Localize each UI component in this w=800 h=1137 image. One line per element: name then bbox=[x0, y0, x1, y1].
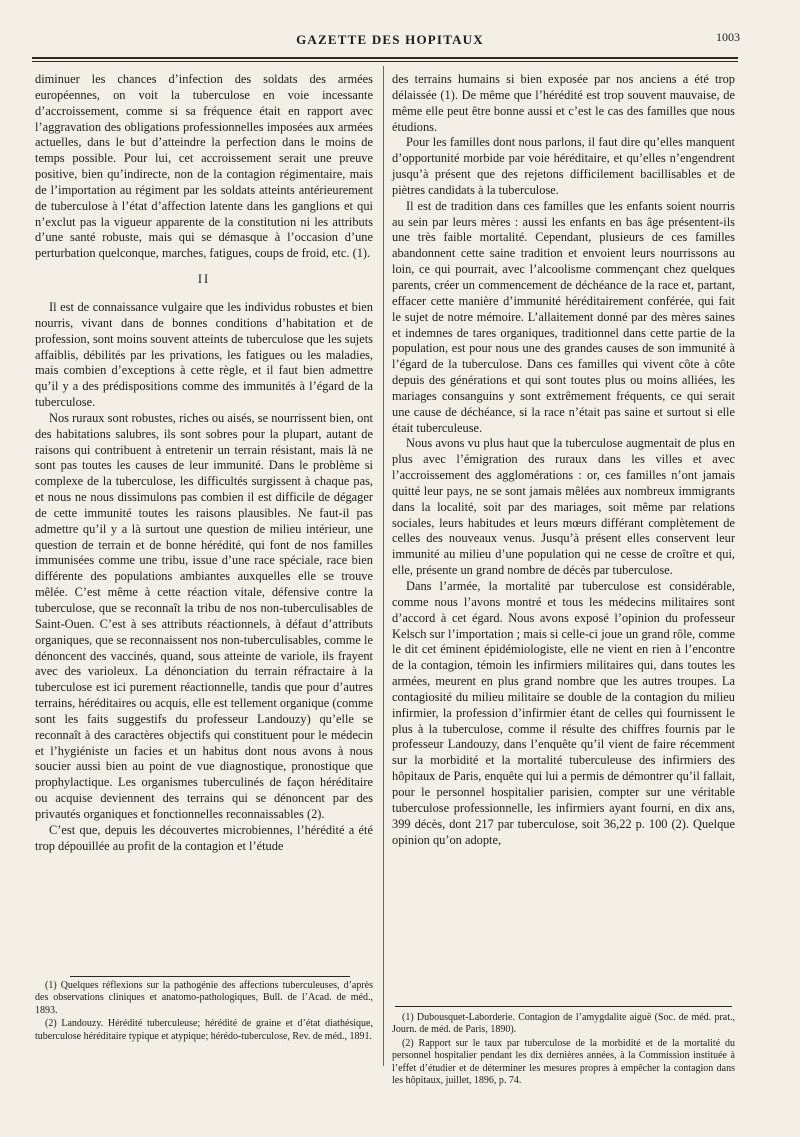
footnotes-left bbox=[35, 980, 373, 1044]
footnotes-right bbox=[392, 1012, 735, 1088]
left-paragraph-4: C’est que, depuis les découvertes microbiennes, l’hérédité a été trop dépouillée au profit de la contagion et l’étude bbox=[35, 822, 373, 853]
footnote-left-2: (2) Landouzy. Hérédité tuberculeuse; hérédité de graine et d’état diathésique, tuberculose héréditaire typique et atypique; hérédo-tuberculose, Rev. de méd., 1891. bbox=[35, 1018, 373, 1042]
journal-title: GAZETTE DES HOPITAUX bbox=[296, 32, 484, 47]
left-paragraph-2: Il est de connaissance vulgaire que les individus robustes et bien nourris, vivant dans de bonnes conditions d’habitation et de profession, sont moins souvent atteints de tuberculose que les sujets affaiblis, débilités par les privations, les fatigues ou les maladies, mais combien d’exceptions à cette règle, et il faut bien admettre qu’il y a des prédispositions comme des immunités à l’égard de la tuberculose. bbox=[35, 299, 373, 410]
header-rule-thin bbox=[32, 61, 738, 62]
column-divider bbox=[383, 66, 384, 1066]
right-paragraph-3: Il est de tradition dans ces familles que les enfants soient nourris au sein par leurs mères : aussi les enfants en bas âge présentent-ils une très faible mortalité. Cependant, plusieurs de ces familles abandonnent cette saine tradition et envoient leurs nourrissons au loin, ce qui pourrait, avec l’alcoolisme commençant chez quelques parents, créer un commencement de déchéance de la race et, partant, effacer cette manière d’immunité héréditairement conférée, qui fait le sujet de notre mémoire. L’allaitement donné par des mères saines et indemnes de tares organiques, traditionnel dans cette partie de la population, est pour nous une des grandes causes de son immunité à l’égard de la tuberculose. Dans ces familles qui vivent côte à côte depuis des générations et qui sont toutes plus ou moins alliées, les mariages consanguins y sont extrêmement fréquents, ce qui serait une cause de déchéance, si la race n’était pas saine et surtout si elle était tuberculeuse. bbox=[392, 198, 735, 435]
footnote-right-1: (1) Dubousquet-Laborderie. Contagion de l’amygdalite aiguë (Soc. de méd. prat., Journ. de méd. de Paris, 1890). bbox=[392, 1012, 735, 1036]
right-paragraph-2: Pour les familles dont nous parlons, il faut dire qu’elles manquent d’opportunité morbide par voie héréditaire, et qu’elles n’engendrent jusqu’à présent que des rejetons difficilement bacillisables et de piètres candidats à la tuberculose. bbox=[392, 135, 735, 197]
running-header bbox=[40, 32, 740, 54]
right-paragraph-4: Nous avons vu plus haut que la tuberculose augmentait de plus en plus avec l’émigration des ruraux dans les villes et avec l’accroissement des agglomérations : or, ces familles n’ont jamais quitté leur pays, ne se sont jamais mêlées aux nombreux immigrants dans la localité, soit par des mariages, soit même par relations sociales, leurs habitudes et leurs mœurs différant complètement de celles des nouveaux venus. Jusqu’à présent elles conservent leur immunité au milieu d’une population qui ne cesse de croître et qui, elle, présente un grand nombre de décès par tuberculose. bbox=[392, 436, 735, 578]
left-paragraph-3: Nos ruraux sont robustes, riches ou aisés, se nourrissent bien, ont des habitations salubres, ils sont sobres pour la plupart, autant de raisons qui contribuent à entretenir un terrain résistant, mais là ne sont pas toutes les causes de leur immunité. Dans le problème si complexe de la tuberculose, les difficultés surgissent à chaque pas, et nous ne nous dissimulons pas combien il est difficile de dégager de cette immunité toutes les raisons plausibles. Ne faut-il pas admettre qu’il y a là surtout une question de milieu intérieur, une question de terrain et de bonne hérédité, qui font de nos familles immunisées comme une tribu, issue d’une race spéciale, race bien différente des populations ambiantes auxquelles elle se trouve mêlée. C’est même à cette réaction vitale, défensive contre la tuberculose, que se reconnaît la tribu de nos non-tuberculisables de Saint-Ouen. C’est à ses attributs réactionnels, à défaut d’attributs organiques, que se reconnaissent nos non-tuberculisables, comme le dénoncent des vaccinés, quand, sous atteinte de variole, ils frayent avec des varioleux. La dénonciation du terrain réfractaire à la tuberculose est ici purement réactionnelle, tandis que pour d’autres terrains, héréditaires ou acquis, elle est tellement organique (comme sont les faits suggestifs du professeur Landouzy) qu’elle se reconnaît à des caractères objectifs qui constituent pour le médecin et l’hygiéniste un facies et un habitus dont nous avons à nous soucier aussi bien au point de vue diagnostique, pronostique que prophylactique. Les organismes tuberculinés de façon héréditaire ou acquise deviennent des terrains qui se dénoncent par des privautés organiques et fonctionnelles reconnaissables (2). bbox=[35, 410, 373, 821]
right-column bbox=[392, 72, 735, 848]
footnote-rule-right bbox=[395, 1006, 732, 1007]
footnote-right-2: (2) Rapport sur le taux par tuberculose de la morbidité et de la mortalité du personnel hospitalier pendant les dix dernières années, à la Commission instituée à l’effet d’étudier et de déterminer les mesures propres à empêcher la contagion dans les hôpitaux, juillet, 1896, p. 74. bbox=[392, 1037, 735, 1087]
header-rule-thick bbox=[32, 57, 738, 59]
left-column bbox=[35, 72, 373, 855]
section-heading: II bbox=[197, 272, 211, 287]
page-number: 1003 bbox=[716, 30, 740, 44]
right-paragraph-1: des terrains humains si bien exposée par nos anciens a été trop délaissée (1). De même que l’hérédité est trop souvent mauvaise, de même elle peut être bonne aussi et c’est le cas des familles que nous étudions. bbox=[392, 72, 735, 134]
footnote-left-1: (1) Quelques réflexions sur la pathogénie des affections tuberculeuses, d’après des observations cliniques et anatomo-pathologiques, Bull. de l’Acad. de méd., 1893. bbox=[35, 980, 373, 1016]
footnote-rule-left bbox=[70, 976, 350, 977]
left-paragraph-1: diminuer les chances d’infection des soldats des armées européennes, on voit la tuberculose en voie incessante d’accroissement, comme si sa fréquence était en rapport avec l’aggravation des obligations professionnelles imposées aux armées actuelles, dans le but d’atteindre la perfection dans le moins de temps possible. Pour lui, cet accroissement serait une preuve positive, bien qu’indirecte, non de la contagion régimentaire, mais de l’importation au régiment par les soldats atteints antérieurement de tuberculose à l’état d’affection latente dans les ganglions et qui n’exclut pas la vigueur apparente de la constitution ni les attributs d’une santé robuste, mais qui se démasque à l’occasion d’une perturbation quelconque, marches, fatigues, coups de froid, etc. (1). bbox=[35, 72, 373, 261]
right-paragraph-5: Dans l’armée, la mortalité par tuberculose est considérable, comme nous l’avons montré et tous les médecins militaires sont d’accord à cet égard. Nous avons exposé l’opinion du professeur Kelsch sur l’importation ; mais si celle-ci joue un grand rôle, comme le dit cet éminent épidémiologiste, elle ne vient en rien à l’encontre de la contagion, témoin les infirmiers militaires qui, dans toutes les armées, meurent en plus grand nombre que les autres troupes. La contagiosité du milieu militaire se double de la contagion du milieu infirmier, la profession d’infirmier étant de celles qui fournissent le plus à la tuberculose, comme il résulte des chiffres fournis par le professeur Landouzy, dans l’enquête qu’il vient de faire récemment sur la morbidité et la mortalité tuberculeuse des infirmiers des hôpitaux de Paris, enquête qui lui a permis de démontrer qu’il fallait, pour le personnel hospitalier parisien, compter sur une véritable tuberculose professionnelle, les infirmiers ayant fourni, en dix ans, 399 décès, dont 217 par tuberculose, soit 36,22 p. 100 (2). Quelque opinion qu’on adopte, bbox=[392, 579, 735, 847]
